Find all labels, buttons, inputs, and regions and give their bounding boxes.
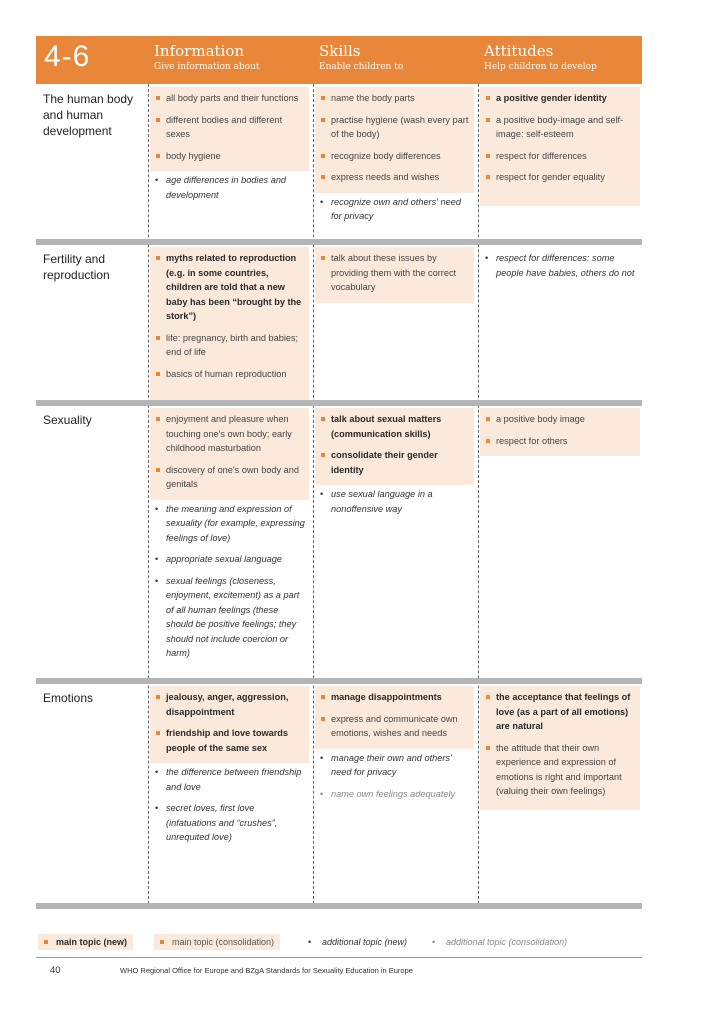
list-item: all body parts and their functions [154, 91, 305, 106]
list-item: respect for differences [484, 149, 636, 164]
list-item: • age differences in bodies and development [154, 173, 305, 202]
row-separator [36, 903, 642, 909]
square-bullet-icon [160, 940, 164, 944]
list-item: discovery of one's own body and genitals [154, 463, 305, 492]
list-item: consolidate their gender identity [319, 448, 470, 477]
column-title: Skills [319, 42, 361, 60]
main-topic-box [315, 247, 474, 303]
list-item: jealousy, anger, aggression, disappointment [154, 690, 305, 719]
column-subtitle: Give information about [154, 62, 260, 72]
column-divider [148, 84, 149, 904]
list-item: • recognize own and others' need for privacy [319, 195, 470, 224]
list-item: friendship and love towards people of the same sex [154, 726, 305, 755]
cell-sexuality-information [150, 408, 309, 668]
list-item: talk about these issues by providing them with the correct vocabulary [319, 251, 470, 295]
row-title-sexuality: Sexuality [43, 413, 92, 427]
column-title: Attitudes [484, 42, 554, 60]
cell-emotions-information [150, 686, 309, 852]
row-separator [36, 400, 642, 406]
cell-emotions-skills [315, 686, 474, 808]
main-topic-box [150, 686, 309, 763]
list-item: the acceptance that feelings of love (as a part of all emotions) are natural [484, 690, 636, 734]
column-title: Information [154, 42, 245, 60]
cell-fertility-skills [315, 247, 474, 303]
list-item: • use sexual language in a nonoffensive way [319, 487, 470, 516]
list-item: respect for others [484, 434, 636, 449]
list-item: myths related to reproduction (e.g. in some countries, children are told that a new baby has been “brought by the stork”) [154, 251, 305, 324]
list-item: basics of human reproduction [154, 367, 305, 382]
cell-sexuality-skills [315, 408, 474, 523]
main-topic-box [480, 408, 640, 456]
list-item: different bodies and different sexes [154, 113, 305, 142]
row-title-human-body: The human body and human development [43, 92, 134, 138]
age-group-label: 4-6 [44, 40, 91, 73]
list-item: body hygiene [154, 149, 305, 164]
footer-text: WHO Regional Office for Europe and BZgA Standards for Sexuality Education in Europe [120, 966, 413, 975]
list-item: • name own feelings adequately [319, 787, 470, 802]
list-item: • respect for differences: some people have babies, others do not [484, 251, 636, 280]
main-topic-box [315, 408, 474, 485]
cell-body-information [150, 87, 309, 209]
page-number: 40 [50, 965, 61, 976]
main-topic-box [315, 686, 474, 749]
dot-bullet-icon: • [308, 937, 312, 947]
legend [38, 934, 638, 950]
column-header-attitudes [484, 42, 597, 74]
list-item: express and communicate own emotions, wishes and needs [319, 712, 470, 741]
list-item: • sexual feelings (closeness, enjoyment, excitement) as a part of all human feelings (these should be positive feelings; they should not include coercion or harm) [154, 574, 305, 661]
list-item: life: pregnancy, birth and babies; end of life [154, 331, 305, 360]
list-item: a positive body image [484, 412, 636, 427]
list-item: the attitude that their own experience and expression of emotions is right and important (valuing their own feelings) [484, 741, 636, 799]
column-header-information [154, 42, 260, 74]
row-title-emotions: Emotions [43, 691, 94, 705]
list-item: • the difference between friendship and love [154, 765, 305, 794]
list-item: a positive gender identity [484, 91, 636, 106]
legend-additional-consolidation: • additional topic (consolidation) [428, 934, 573, 950]
main-topic-box [480, 87, 640, 206]
column-divider [313, 84, 314, 904]
main-topic-box [150, 247, 309, 400]
main-topic-box [150, 87, 309, 171]
list-item: recognize body differences [319, 149, 470, 164]
dot-bullet-icon: • [432, 937, 436, 947]
footer-divider [36, 957, 642, 958]
cell-body-attitudes [480, 87, 640, 206]
list-item: enjoyment and pleasure when touching one's own body; early childhood masturbation [154, 412, 305, 456]
row-separator [36, 678, 642, 684]
list-item: manage disappointments [319, 690, 470, 705]
list-item: a positive body-image and self-image: self-esteem [484, 113, 636, 142]
cell-body-skills [315, 87, 474, 231]
column-subtitle: Enable children to [319, 62, 404, 72]
square-bullet-icon [44, 940, 48, 944]
list-item: • secret loves, first love (infatuations and “crushes”, unrequited love) [154, 801, 305, 845]
list-item: • appropriate sexual language [154, 552, 305, 567]
cell-fertility-information [150, 247, 309, 400]
main-topic-box [150, 408, 309, 500]
legend-main-new: main topic (new) [38, 934, 133, 950]
cell-fertility-attitudes [480, 247, 640, 287]
cell-emotions-attitudes [480, 686, 640, 810]
cell-sexuality-attitudes [480, 408, 640, 456]
column-subtitle: Help children to develop [484, 62, 597, 72]
list-item: practise hygiene (wash every part of the body) [319, 113, 470, 142]
row-title-fertility: Fertility and reproduction [43, 252, 110, 282]
list-item: • manage their own and others' need for privacy [319, 751, 470, 780]
main-topic-box [480, 686, 640, 810]
legend-additional-new: • additional topic (new) [304, 934, 413, 950]
list-item: express needs and wishes [319, 170, 470, 185]
column-header-skills [319, 42, 403, 74]
main-topic-box [315, 87, 474, 193]
row-separator [36, 239, 642, 245]
legend-main-consolidation: main topic (consolidation) [154, 934, 280, 950]
list-item: name the body parts [319, 91, 470, 106]
list-item: talk about sexual matters (communication skills) [319, 412, 470, 441]
table-header [36, 36, 642, 84]
list-item: • the meaning and expression of sexuality (for example, expressing feelings of love) [154, 502, 305, 546]
list-item: respect for gender equality [484, 170, 636, 185]
column-divider [478, 84, 479, 904]
